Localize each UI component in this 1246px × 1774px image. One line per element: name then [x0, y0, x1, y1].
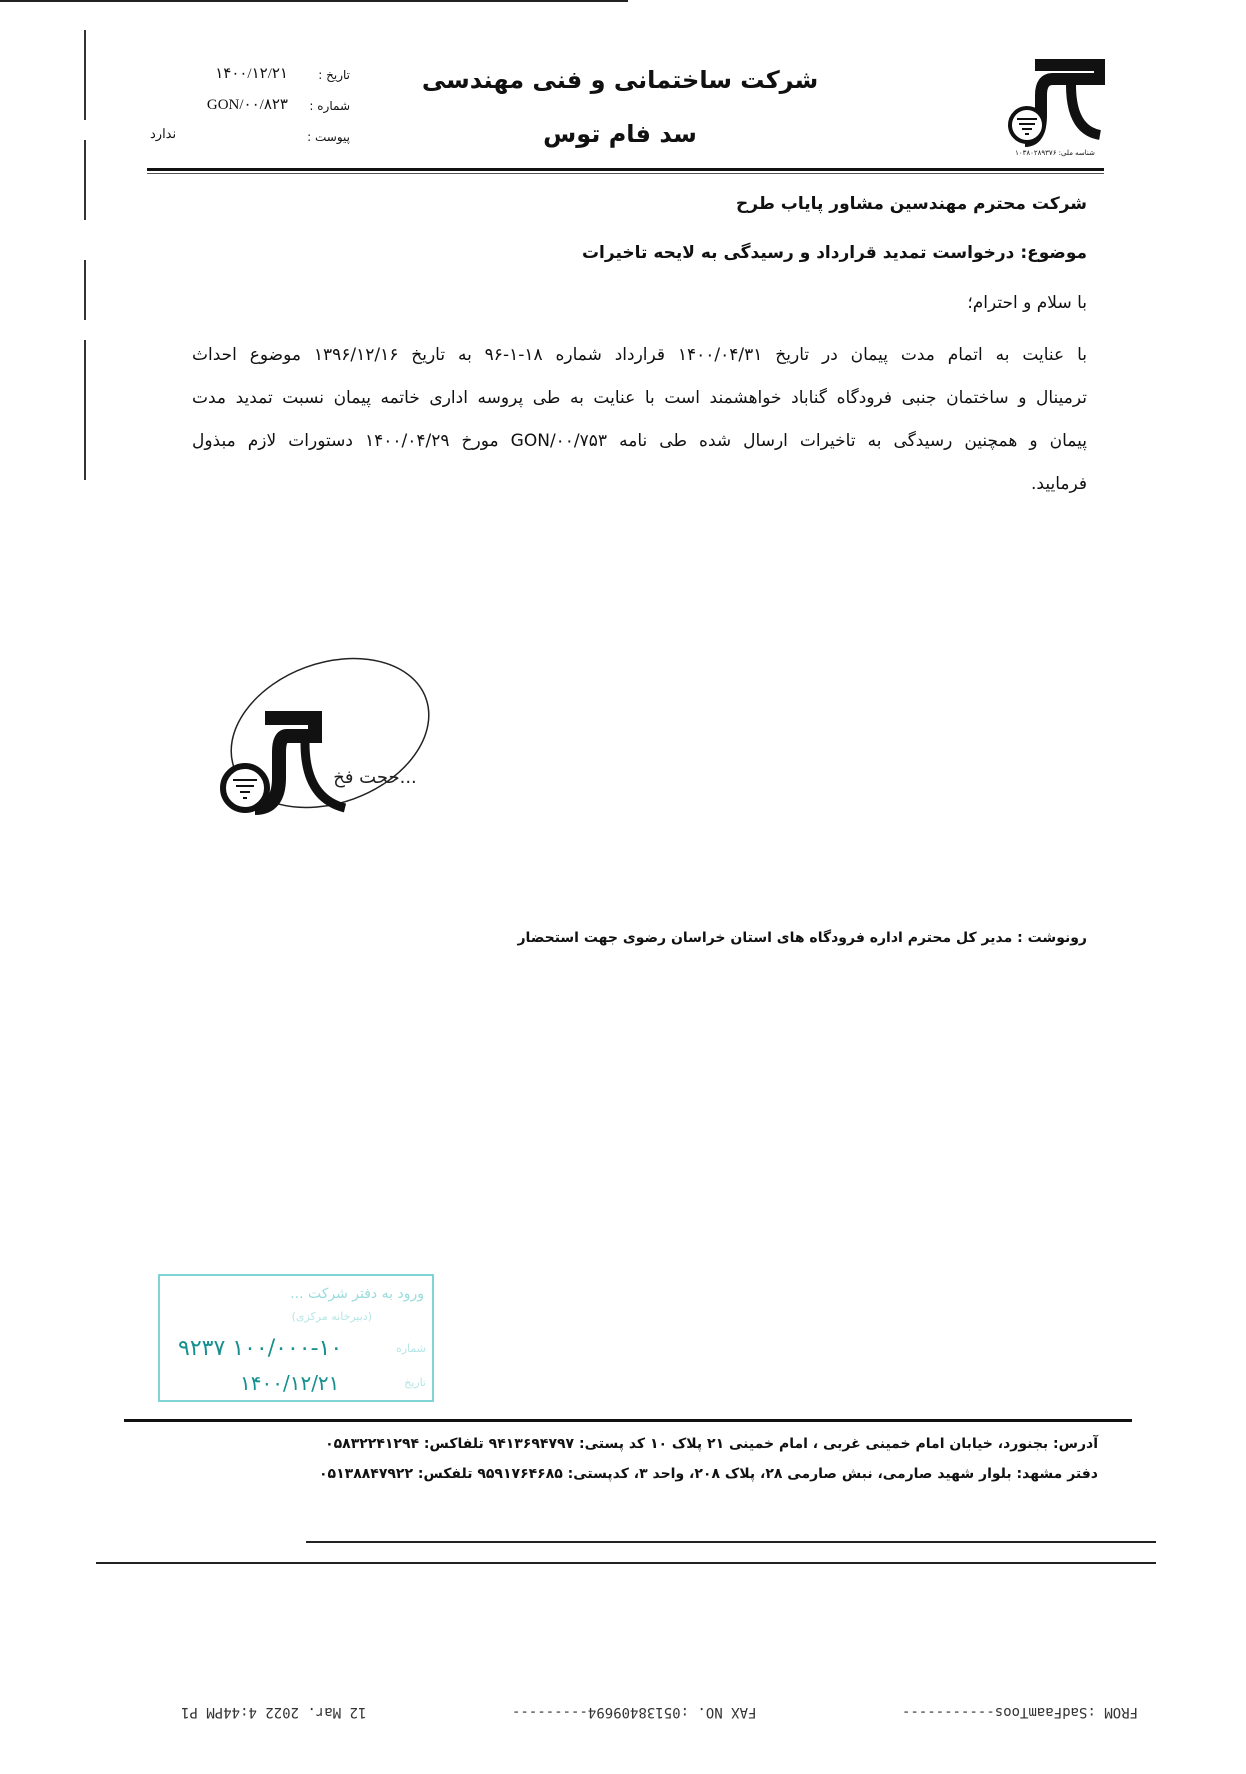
attachment-value: ندارد — [150, 126, 177, 141]
number-value: GON/۰۰/۸۲۳ — [206, 97, 288, 113]
mashhad-office-address: دفتر مشهد: بلوار شهید صارمی، نبش صارمی ۲۸، پلاک ۲۰۸، واحد ۳، کدپستی: ۹۵۹۱۷۶۴۶۸۵ تلفکس: ۰۵۱۳۸۸۴۷۹۲۲ — [319, 1466, 1098, 1482]
body-line: با عنایت به اتمام مدت پیمان در تاریخ ۱۴۰۰/۰۴/۳۱ قرارداد شماره ۱۸-۱-۹۶ به تاریخ ۱۳۹۶/۱۲/۱۶ موضوع احداث — [192, 345, 1087, 365]
date-value: ۱۴۰۰/۱۲/۲۱ — [215, 66, 288, 82]
letter-body — [192, 334, 1087, 506]
received-stamp-date-label: تاریخ — [404, 1376, 426, 1389]
address: آدرس: بجنورد، خیابان امام خمینی غربی ، امام خمینی ۲۱ پلاک ۱۰ کد پستی: ۹۴۱۳۶۹۴۷۹۷ تلفاکس: ۰۵۸۳۲۲۴۱۲۹۴ — [325, 1436, 1098, 1452]
received-stamp-number-label: شماره — [395, 1342, 426, 1355]
fax-datetime: 12 Mar. 2022 4:44PM P1 — [181, 1704, 367, 1720]
footer-rule — [306, 1541, 1156, 1543]
signature-stamp-name: حجت فخ... — [333, 767, 417, 788]
scan-margin-mark — [84, 140, 86, 220]
subject: موضوع: درخواست تمدید قرارداد و رسیدگی به لایحه تاخیرات — [581, 243, 1087, 263]
attachment-label: پیوست : — [307, 130, 350, 144]
number-label: شماره : — [309, 99, 350, 113]
signature-stamp — [205, 648, 440, 843]
scan-margin-mark — [84, 30, 86, 120]
footer-divider — [124, 1419, 1132, 1422]
scan-margin-mark — [84, 340, 86, 480]
carbon-copy: رونوشت : مدیر کل محترم اداره فرودگاه های استان خراسان رضوی جهت استحضار — [517, 930, 1087, 946]
scan-margin-mark — [84, 260, 86, 320]
fax-from: FROM :SadFaamToos----------- — [901, 1704, 1138, 1720]
company-name-line2: سد فام توس — [543, 120, 697, 148]
fax-number: FAX NO. :05138409694--------- — [512, 1704, 757, 1720]
received-stamp-subtitle: (دبیرخانه مرکزی) — [291, 1310, 372, 1323]
company-logo — [1005, 55, 1105, 160]
footer-rule — [96, 1562, 1156, 1564]
date-label: تاریخ : — [318, 68, 350, 82]
company-name: شرکت ساختمانی و فنی مهندسی — [421, 66, 819, 94]
scan-top-edge — [0, 0, 628, 2]
received-stamp — [158, 1274, 434, 1402]
header-divider-thin — [147, 173, 1104, 174]
received-stamp-number: ۱۰۰/۰۰۰-۱۰ ۹۲۳۷ — [178, 1336, 343, 1361]
recipient: شرکت محترم مهندسین مشاور پایاب طرح — [736, 194, 1087, 214]
body-line: فرمایید. — [1031, 474, 1087, 494]
received-stamp-title: ورود به دفتر شرکت ... — [290, 1286, 424, 1302]
logo-national-id: شناسه ملی: ۱۰۳۸۰۲۸۹۳۷۶ — [1015, 149, 1095, 157]
greeting: با سلام و احترام؛ — [967, 293, 1087, 313]
header-divider — [147, 168, 1104, 171]
body-line: پیمان و همچنین رسیدگی به تاخیرات ارسال شده طی نامه GON/۰۰/۷۵۳ مورخ ۱۴۰۰/۰۴/۲۹ دستورات لازم مبذول — [192, 431, 1087, 451]
body-line: ترمینال و ساختمان جنبی فرودگاه گناباد خواهشمند است با عنایت به طی پروسه اداری خاتمه پیمان نسبت تمدید مدت — [192, 388, 1087, 408]
received-stamp-date: ۱۴۰۰/۱۲/۲۱ — [240, 1371, 340, 1395]
fax-header-line — [181, 1704, 1138, 1720]
